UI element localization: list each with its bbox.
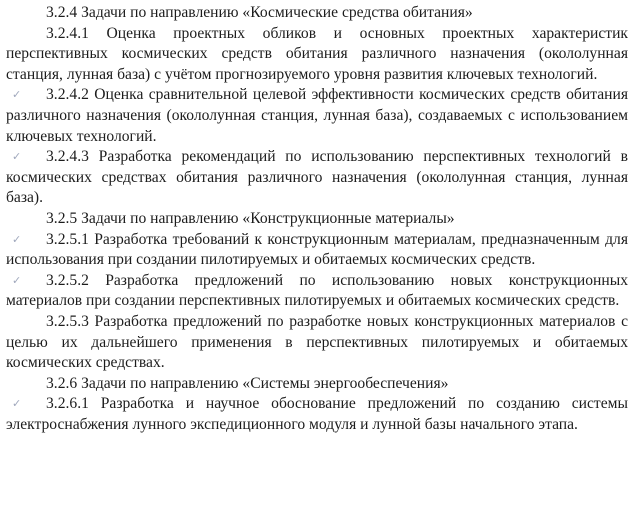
paragraph-3-2-5-3 xyxy=(6,312,628,374)
checkmark-icon: ✓ xyxy=(12,397,22,411)
checkmark-icon: ✓ xyxy=(12,150,22,164)
paragraph-text: 3.2.5.1 Разработка требований к конструкционным материалам, предназначенным для использования при создании пилотируемых и обитаемых космических средств. xyxy=(6,230,628,269)
paragraph-3-2-5-2 xyxy=(6,271,628,312)
paragraph-3-2-4-3 xyxy=(6,147,628,209)
paragraph-3-2-4-2 xyxy=(6,85,628,147)
section-heading-3-2-6 xyxy=(6,374,628,395)
heading-text: 3.2.4 Задачи по направлению «Космические средства обитания» xyxy=(46,4,473,21)
heading-text: 3.2.6 Задачи по направлению «Системы энергообеспечения» xyxy=(46,374,449,392)
checkmark-icon: ✓ xyxy=(12,88,22,102)
paragraph-text: 3.2.4.3 Разработка рекомендаций по использованию перспективных технологий в космических средствах обитания различного назначения (окололунная станция, лунная база). xyxy=(6,148,628,207)
paragraph-text: 3.2.5.3 Разработка предложений по разработке новых конструкционных материалов с целью их дальнейшего применения в перспективных пилотируемых и обитаемых космических средствах. xyxy=(6,312,628,372)
checkmark-icon: ✓ xyxy=(12,273,22,287)
paragraph-3-2-5-1 xyxy=(6,230,628,271)
paragraph-text: 3.2.4.1 Оценка проектных обликов и основных проектных характеристик перспективных космических средств обитания различного назначения (окололунная станция, лунная база) с учётом прогнозируемого уровня развития ключевых технологий. xyxy=(6,24,628,83)
paragraph-3-2-4-1 xyxy=(6,24,628,86)
paragraph-3-2-6-1 xyxy=(6,394,628,435)
paragraph-text: 3.2.6.1 Разработка и научное обоснование предложений по созданию системы электроснабжения лунного экспедиционного модуля и лунной базы начального этапа. xyxy=(6,395,628,433)
section-heading-3-2-4 xyxy=(6,3,628,24)
section-heading-3-2-5 xyxy=(6,209,628,230)
heading-text: 3.2.5 Задачи по направлению «Конструкционные материалы» xyxy=(46,209,455,227)
paragraph-text: 3.2.5.2 Разработка предложений по использованию новых конструкционных материалов при создании перспективных пилотируемых и обитаемых космических средств. xyxy=(6,271,628,310)
paragraph-text: 3.2.4.2 Оценка сравнительной целевой эффективности космических средств обитания различного назначения (окололунная станция, лунная база), создаваемых с использованием ключевых технологий. xyxy=(6,86,628,145)
checkmark-icon: ✓ xyxy=(12,232,22,246)
